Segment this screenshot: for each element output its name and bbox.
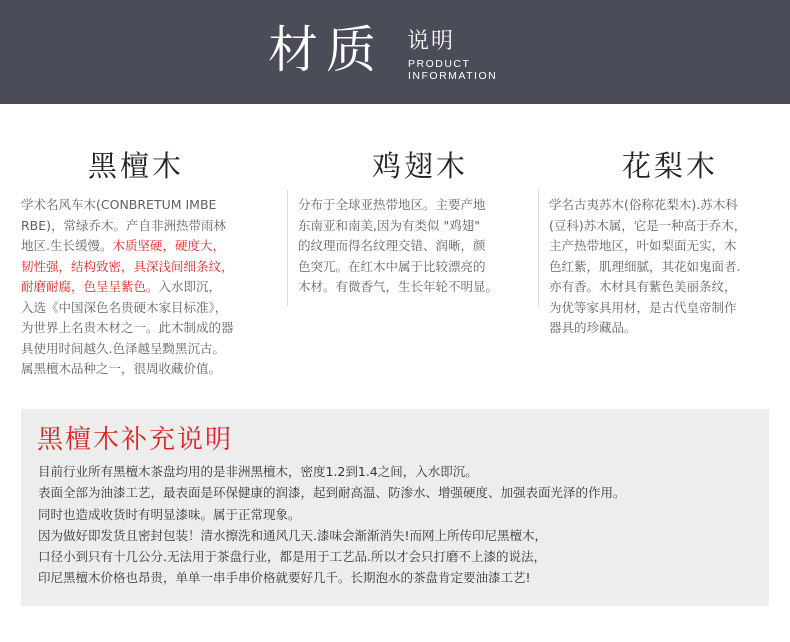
body-text: 木材。有微香气，生长年轮不明显。 (298, 279, 499, 294)
body-text: 分布于全球亚热带地区。主要产地 (298, 197, 486, 212)
column-line (549, 236, 779, 257)
highlight-text: 木质坚硬，硬度大， (112, 238, 225, 253)
header-banner (0, 0, 790, 104)
supplement-line: 因为做好即发货且密封包装！清水擦洗和通风几天.漆味会渐渐消失!而网上所传印尼黑檀木， (38, 527, 547, 543)
column-title-ebony: 黑檀木 (88, 149, 185, 183)
supplement-box (21, 409, 769, 606)
body-text: RBE)，常绿乔木。产自非洲热带雨林 (21, 217, 227, 233)
header-en-line1: PRODUCT (408, 58, 471, 70)
column-line (549, 216, 779, 237)
body-text: 色突兀。在红木中属于比较漂亮的 (298, 258, 486, 274)
supplement-line: 口径小到只有十几公分.无法用于茶盘行业，都是用于工艺品.所以才会只打磨不上漆的说法， (38, 549, 546, 565)
column-line (21, 298, 276, 319)
body-text: 色红紫，肌理细腻，其花如鬼面者. (549, 258, 741, 274)
column-line (21, 236, 276, 257)
body-text: 学术名风车木(CONBRETUM IMBE (21, 197, 217, 212)
body-text: 器具的珍藏品。 (549, 320, 637, 335)
column-line (549, 277, 779, 298)
column-line (21, 195, 276, 216)
supplement-line: 表面全部为油漆工艺，最表面是环保健康的润漆，起到耐高温、防渗水、增强硬度、加强表面光泽的作用。 (38, 485, 626, 501)
supplement-body (38, 461, 626, 589)
column-body-ebony (21, 195, 276, 380)
header-subtitle: 说明 (407, 29, 456, 54)
column-line (298, 216, 533, 237)
column-divider (287, 190, 288, 306)
column-divider (538, 190, 539, 306)
body-text: 亦有香。木材具有紫色美丽条纹， (549, 279, 737, 294)
body-text: 地区.生长缓慢。 (21, 238, 113, 253)
column-body-rosewood (549, 195, 779, 339)
body-text: 主产热带地区，叶如梨面无实，木 (549, 238, 737, 253)
supplement-title: 黑檀木补充说明 (37, 425, 234, 455)
supplement-line: 印尼黑檀木价格也昂贵，单单一串手串价格就要好几千。长期泡水的茶盘肯定要油漆工艺! (38, 570, 531, 586)
column-line (21, 359, 276, 380)
column-line (549, 318, 779, 339)
supplement-line: 目前行业所有黑檀木茶盘均用的是非洲黑檀木，密度1.2到1.4之间，入水即沉。 (38, 464, 478, 479)
body-text: 入选《中国深色名贵硬木家目标准》， (21, 299, 228, 315)
column-title-wenge: 鸡翅木 (372, 149, 469, 183)
supplement-line: 同时也造成收货时有明显漆味。属于正常现象。 (38, 506, 301, 522)
body-text: 入水即沉， (158, 279, 222, 294)
header-en-line2: INFORMATION (408, 70, 498, 82)
highlight-text: 韧性强，结构致密，具深浅间细条纹， (21, 258, 234, 274)
body-text: 学名古夷苏木(俗称花梨木).苏木科 (549, 197, 738, 212)
column-line (21, 277, 276, 298)
column-line (549, 195, 779, 216)
column-line (298, 257, 533, 278)
body-text: 为世界上名贵木材之一。此木制成的器 (21, 320, 234, 335)
body-text: 属黑檀木品种之一，很周收藏价值。 (21, 361, 222, 376)
column-line (298, 277, 533, 298)
highlight-text: 耐磨耐腐，色呈呈紫色。 (21, 279, 159, 294)
column-line (21, 318, 276, 339)
body-text: 具使用时间越久.色泽越呈黝黑沉古。 (21, 340, 225, 356)
column-line (549, 298, 779, 319)
column-body-wenge (298, 195, 533, 298)
column-line (21, 257, 276, 278)
column-line (549, 257, 779, 278)
body-text: 为优等家具用材，是古代皇帝制作 (549, 299, 737, 315)
column-line (21, 216, 276, 237)
body-text: 的纹理而得名纹理交错、润晰，颜 (298, 238, 486, 253)
body-text: 东南亚和南美,因为有类似 "鸡翅" (298, 217, 480, 233)
header-title: 材质 (268, 21, 384, 79)
body-text: (豆科)苏木属，它是一种高于乔木， (549, 217, 747, 233)
column-line (298, 195, 533, 216)
column-title-rosewood: 花梨木 (622, 149, 719, 183)
column-line (21, 339, 276, 360)
column-line (298, 236, 533, 257)
